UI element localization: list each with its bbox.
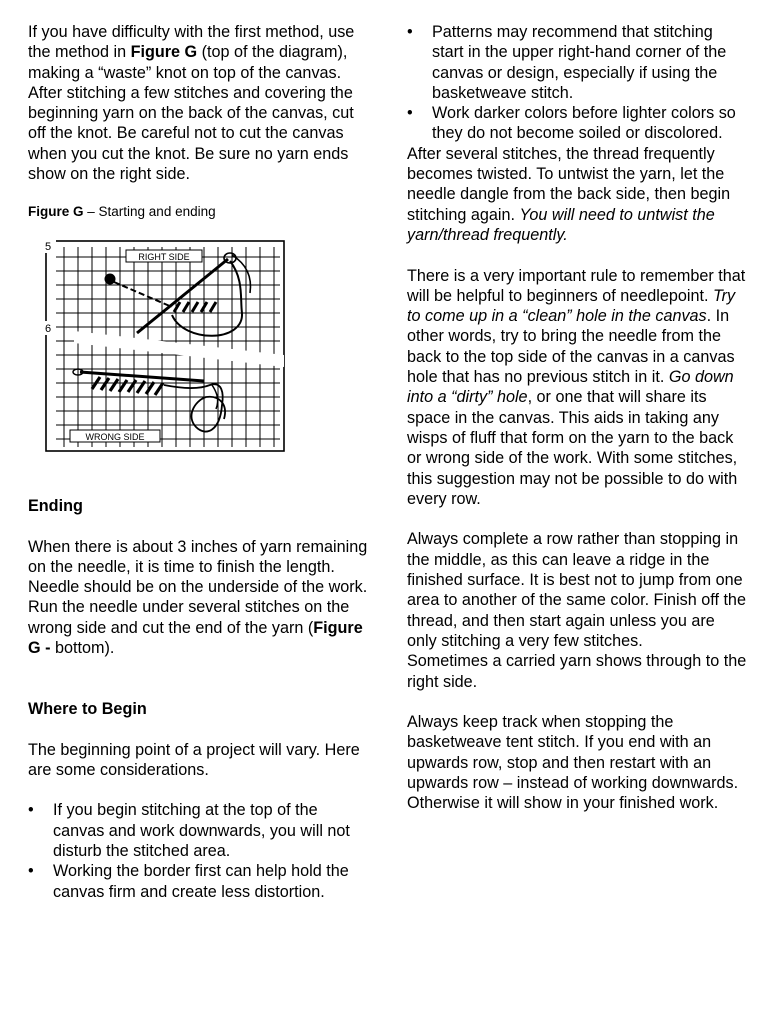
wrong-side-label: WRONG SIDE [85,431,145,442]
ending-text-1: When there is about 3 inches of yarn remaining on the needle, it is time to finish the length. Needle should be on the underside of the work. Run the needle under several stitches on the wrong side and cut the end of the yarn ( [28,537,368,637]
rule-emphasis-1: Try to come up in a “clean” hole in the canvas [407,286,736,326]
right-bullet-list [407,22,747,144]
list-item: • Work darker colors before lighter colors so they do not become soiled or discolored. [407,103,747,144]
row-number-6: 6 [45,322,52,335]
where-intro-paragraph: The beginning point of a project will vary. Here are some considerations. [28,740,360,779]
list-item: • Patterns may recommend that stitching start in the upper right-hand corner of the canvas or design, especially if using the basketweave stitch. [407,22,747,103]
ending-text-2: bottom). [50,639,115,658]
top-stitch-illustration [105,253,250,336]
rule-text-2: . In other words, try to bring the needle from the back to the top side of the canvas in a canvas hole that has no previous stitch in it. [407,307,735,387]
untwist-emphasis: You will need to untwist the yarn/thread frequently [407,205,715,244]
untwist-text: After several stitches, the thread frequently becomes twisted. To untwist the yarn, let the needle dangle from the back side, then begin stitching again. [407,144,731,224]
right-side-label: RIGHT SIDE [138,251,190,262]
left-bullet-list [28,800,373,901]
untwist-paragraph [407,144,747,245]
rule-text-1: There is a very important rule to remember that will be helpful to beginners of needlepoint. [407,266,746,305]
clean-hole-paragraph [407,266,747,510]
ending-heading: Ending [28,496,83,515]
list-item: • Working the border first can help hold the canvas firm and create less distortion. [28,861,373,902]
ending-figure-ref: Figure G - [28,618,363,658]
carried-yarn-paragraph: Sometimes a carried yarn shows through to the right side. [407,652,747,691]
figure-caption-label: Figure G [28,204,84,220]
row-number-5: 5 [45,240,52,253]
untwist-end: . [563,225,568,244]
intro-text-1: If you have difficulty with the first method, use the method in [28,23,355,62]
waste-knot [105,274,115,284]
complete-row-paragraph: Always complete a row rather than stopping in the middle, as this can leave a ridge in the finished surface. It is best not to jump from one area to another of the same color. Finish off the thread, and then start again unless you are only stitching a very few stitches. [407,530,746,650]
where-to-begin-heading: Where to Begin [28,699,147,718]
rule-text-3: , or one that will share its space in the canvas. This aids in taking any wisps of fluff that form on the yarn to the back or wrong side of the work. With some stitches, this suggestion may not be possible to do with every row. [407,388,738,508]
figure-caption [28,202,373,222]
figure-g-diagram [44,239,286,457]
left-column [28,22,373,902]
intro-figure-ref: Figure G [130,43,198,62]
list-item: • If you begin stitching at the top of the canvas and work downwards, you will not disturb the stitched area. [28,800,373,861]
right-column [407,22,747,814]
intro-text-2: (top of the diagram), making a “waste” knot on top of the canvas. After stitching a few stitches and covering the beginning yarn on the back of the canvas, cut off the knot. Be careful not to cut the canvas when you cut the knot. Be sure no yarn ends show on the right side. [28,43,354,184]
rule-emphasis-2: Go down into a “dirty” hole [407,368,734,407]
ending-paragraph [28,537,373,659]
bottom-stitch-illustration [73,369,225,432]
intro-paragraph [28,22,373,184]
figure-caption-text: – Starting and ending [83,204,216,220]
basketweave-paragraph: Always keep track when stopping the basketweave tent stitch. If you end with an upwards row, stop and then restart with an upwards row – instead of working downwards. Otherwise it will show in your finished work. [407,713,739,813]
